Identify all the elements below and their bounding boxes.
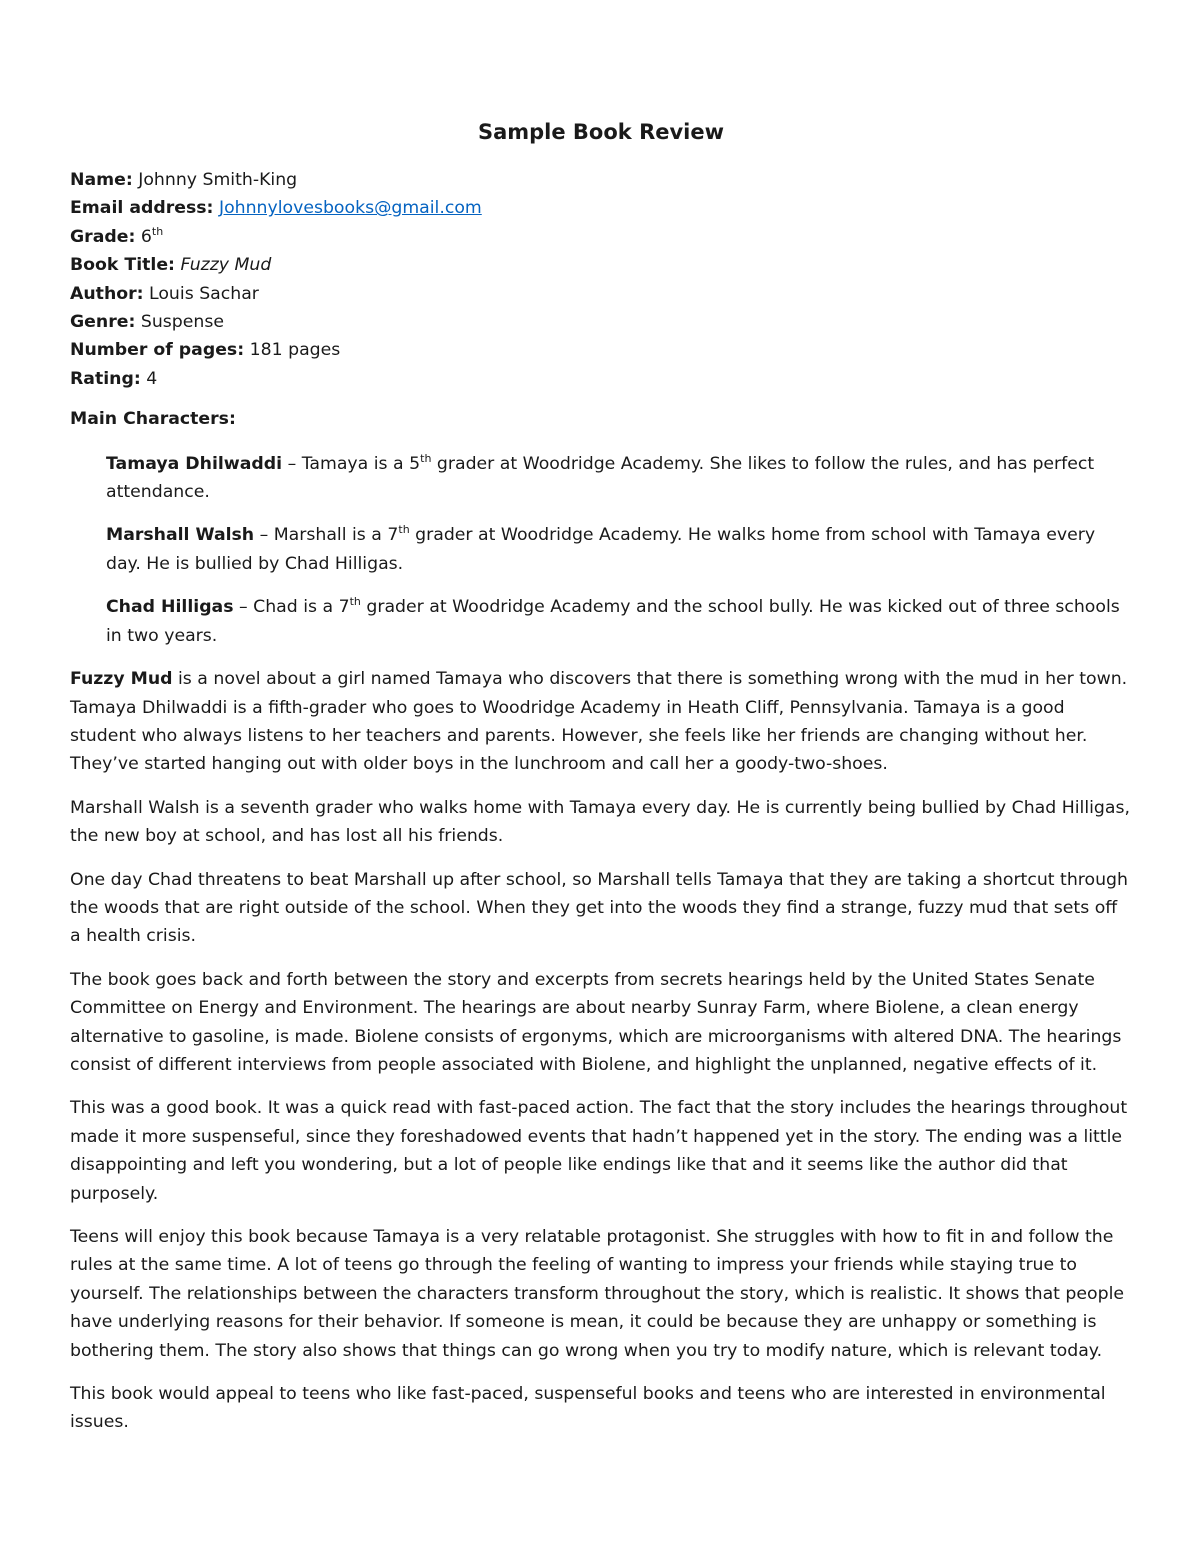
character-superscript: th (420, 451, 432, 465)
character-desc-start: – Chad is a 7 (233, 597, 350, 618)
character-desc-end: grader at Woodridge Academy. He walks home from school with Tamaya every day. He is bullied by Chad Hilligas. (106, 525, 1096, 574)
character-name: Tamaya Dhilwaddi (106, 453, 283, 474)
character-desc-start: – Marshall is a 7 (254, 525, 399, 546)
email-field (70, 194, 1132, 222)
body-paragraph: Teens will enjoy this book because Tamaya is a very relatable protagonist. She struggles with how to fit in and follow the rules at the same time. A lot of teens go through the feeling of wanting to impress your friends while staying true to yourself. The relationships between the characters transform throughout the story, which is realistic. It shows that people have underlying reasons for their behavior. If someone is mean, it could be because they are unhappy or something is bothering them. The story also shows that things can go wrong when you try to modify nature, which is relevant today. (70, 1227, 1125, 1361)
character-desc-start: – Tamaya is a 5 (282, 453, 421, 474)
character-entry (106, 593, 1132, 650)
name-value: Johnny Smith-King (132, 170, 298, 190)
book-title-field (70, 251, 1132, 279)
grade-label: Grade: (70, 226, 136, 247)
genre-label: Genre: (70, 312, 136, 333)
pages-field (70, 336, 1132, 364)
email-link[interactable]: Johnnylovesbooks@gmail.com (218, 198, 482, 219)
author-value: Louis Sachar (143, 283, 259, 304)
document-title: Sample Book Review (477, 120, 725, 144)
character-desc-end: grader at Woodridge Academy and the school bully. He was kicked out of three schools in two years. (106, 597, 1120, 646)
genre-value: Suspense (135, 312, 224, 333)
body-paragraph: This was a good book. It was a quick read with fast-paced action. The fact that the story includes the hearings throughout made it more suspenseful, since they foreshadowed events that hadn’t happened yet in the story. The ending was a little disappointing and left you wondering, but a lot of people like endings like that and it seems like the author did that purposely. (70, 1098, 1128, 1204)
grade-superscript: th (151, 225, 164, 239)
email-label: Email address: (70, 198, 214, 219)
review-fields (70, 166, 1132, 393)
author-field (70, 280, 1132, 308)
character-entry (106, 450, 1132, 507)
book-title-value: Fuzzy Mud (180, 255, 272, 276)
character-name: Marshall Walsh (106, 525, 255, 546)
body-paragraph (70, 665, 1132, 779)
body-paragraph: The book goes back and forth between the story and excerpts from secrets hearings held by the United States Senate Committee on Energy and Environment. The hearings are about nearby Sunray Farm, where Biolene, a clean energy alternative to gasoline, is made. Biolene consists of ergonyms, which are microorganisms with altered DNA. The hearings consist of different interviews from people associated with Biolene, and highlight the unplanned, negative effects of it. (70, 969, 1122, 1075)
body-paragraph: Marshall Walsh is a seventh grader who walks home with Tamaya every day. He is currently being bullied by Chad Hilligas, the new boy at school, and has lost all his friends. (70, 797, 1130, 847)
character-superscript: th (398, 523, 410, 537)
name-field (70, 166, 1132, 194)
body-paragraph: This book would appeal to teens who like fast-paced, suspenseful books and teens who are interested in environmental issues. (70, 1384, 1106, 1433)
paragraph-text: is a novel about a girl named Tamaya who discovers that there is something wrong with the mud in her town. Tamaya Dhilwaddi is a fifth-grader who goes to Woodridge Academy in Heath Cliff, Pennsylvania. Tamaya is a good student who always listens to her teachers and parents. However, she feels like her friends are changing without her. They’ve started hanging out with older boys in the lunchroom and call her a goody-two-shoes. (70, 669, 1128, 775)
character-name: Chad Hilligas (106, 597, 234, 618)
author-label: Author: (70, 283, 144, 304)
grade-value: 6 (135, 226, 152, 247)
rating-value: 4 (140, 368, 158, 389)
character-desc-end: grader at Woodridge Academy. She likes to follow the rules, and has perfect attendance. (106, 453, 1095, 503)
name-label: Name: (70, 170, 133, 190)
pages-value: 181 pages (244, 340, 341, 361)
genre-field (70, 308, 1132, 336)
character-entry (106, 521, 1132, 578)
main-characters-heading: Main Characters: (70, 409, 236, 430)
book-title-label: Book Title: (70, 255, 175, 276)
pages-label: Number of pages: (70, 340, 245, 361)
body-paragraph: One day Chad threatens to beat Marshall up after school, so Marshall tells Tamaya that they are taking a shortcut through the woods that are right outside of the school. When they get into the woods they find a strange, fuzzy mud that sets off a health crisis. (70, 869, 1128, 947)
document-page (70, 116, 1132, 1452)
rating-field (70, 365, 1132, 393)
grade-field (70, 223, 1132, 251)
character-superscript: th (349, 595, 361, 609)
book-title-inline: Fuzzy Mud (70, 669, 173, 690)
rating-label: Rating: (70, 368, 141, 389)
